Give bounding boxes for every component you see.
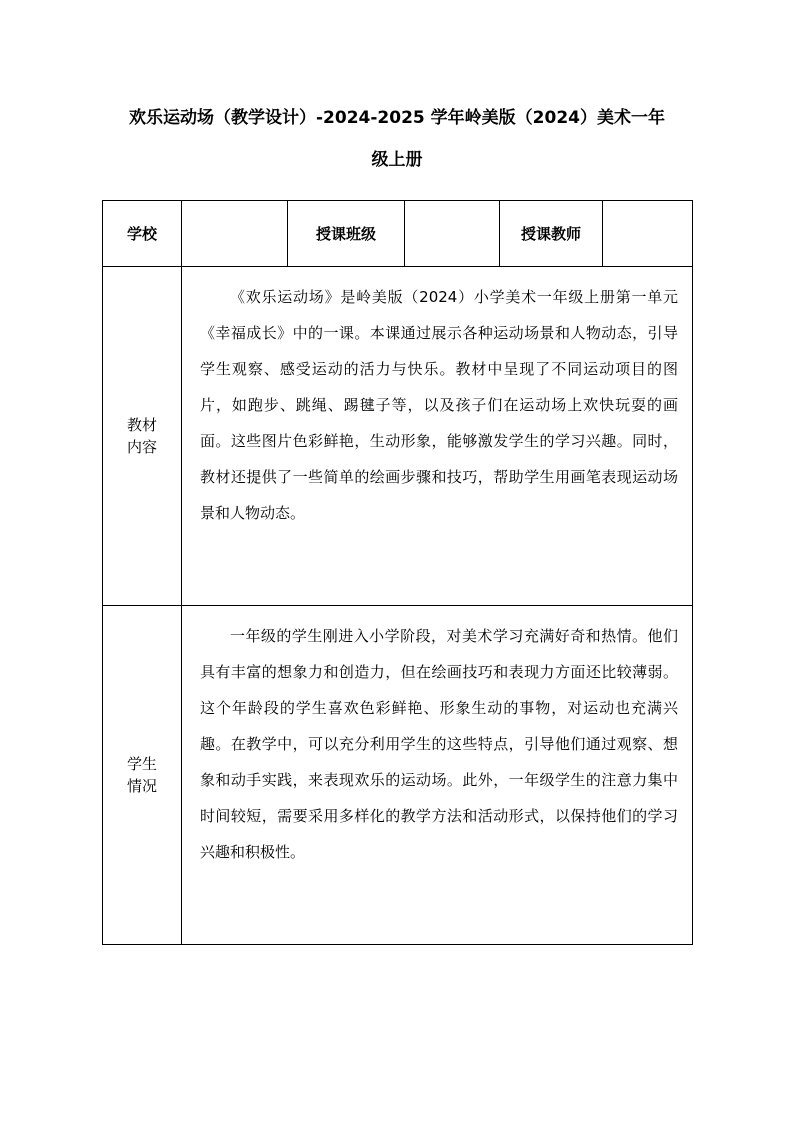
document-title-line-1: 欢乐运动场（教学设计）-2024-2025 学年岭美版（2024）美术一年 xyxy=(129,108,665,128)
table-header-row xyxy=(103,201,693,267)
class-value-cell xyxy=(405,201,500,267)
textbook-content-label-line-2: 内容 xyxy=(126,438,157,456)
lesson-plan-table xyxy=(102,200,693,945)
textbook-content-text: 《欢乐运动场》是岭美版（2024）小学美术一年级上册第一单元《幸福成长》中的一课。本课通过展示各种运动场景和人物动态，引导学生观察、感受运动的活力与快乐。教材中呈现了不同运动项目的图片，如跑步、跳绳、踢毽子等，以及孩子们在运动场上欢快玩耍的画面。这些图片色彩鲜艳，生动形象，能够激发学生的学习兴趣。同时，教材还提供了一些简单的绘画步骤和技巧，帮助学生用画笔表现运动场景和人物动态。 xyxy=(182,267,693,606)
document-title-line-2: 级上册 xyxy=(371,150,423,170)
school-value-cell xyxy=(182,201,288,267)
textbook-content-label xyxy=(103,267,182,606)
teacher-value-cell xyxy=(603,201,693,267)
table-row-student-situation xyxy=(103,606,693,945)
student-situation-label-line-2: 情况 xyxy=(126,777,157,795)
table-row-textbook-content xyxy=(103,267,693,606)
school-label: 学校 xyxy=(103,201,182,267)
teacher-label: 授课教师 xyxy=(500,201,603,267)
student-situation-label xyxy=(103,606,182,945)
student-situation-label-line-1: 学生 xyxy=(126,755,157,773)
class-label: 授课班级 xyxy=(288,201,405,267)
student-situation-text: 一年级的学生刚进入小学阶段，对美术学习充满好奇和热情。他们具有丰富的想象力和创造力，但在绘画技巧和表现力方面还比较薄弱。这个年龄段的学生喜欢色彩鲜艳、形象生动的事物，对运动也充满兴趣。在教学中，可以充分利用学生的这些特点，引导他们通过观察、想象和动手实践，来表现欢乐的运动场。此外，一年级学生的注意力集中时间较短，需要采用多样化的教学方法和活动形式，以保持他们的学习兴趣和积极性。 xyxy=(182,606,693,945)
textbook-content-label-line-1: 教材 xyxy=(126,416,157,434)
